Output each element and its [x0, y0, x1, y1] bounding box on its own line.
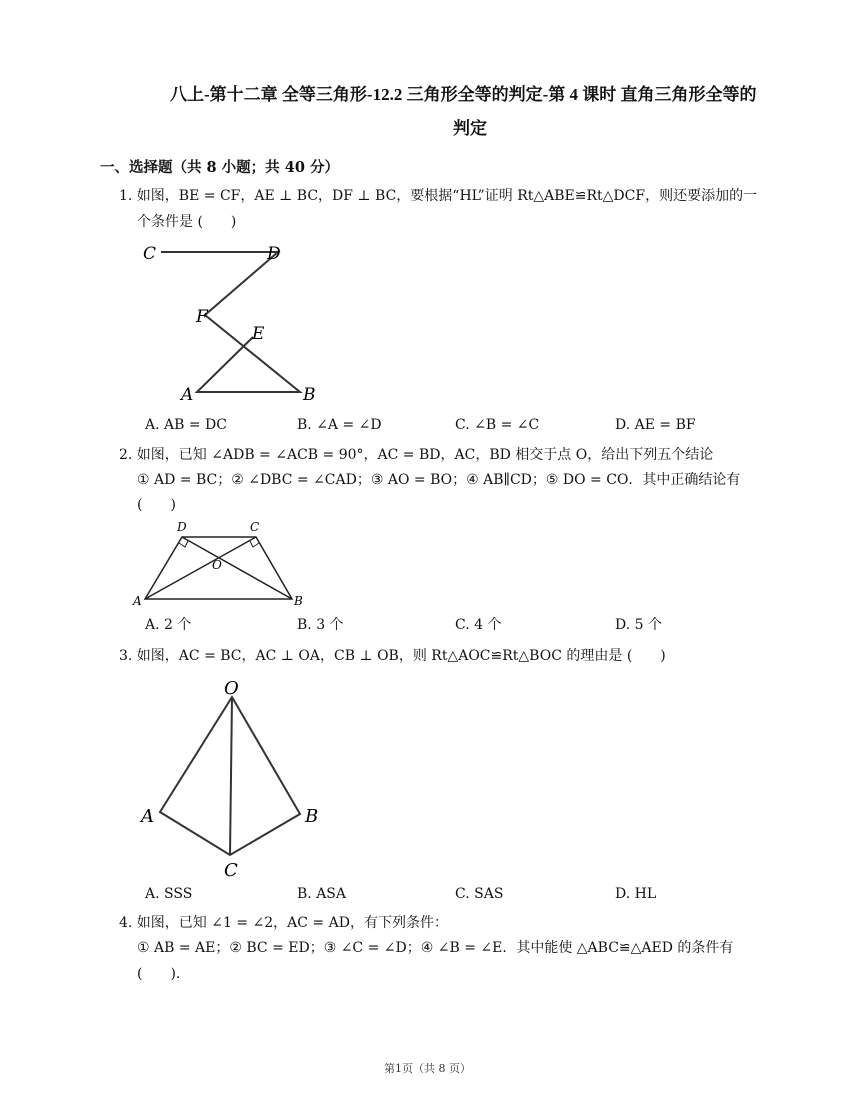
q1-option-b[interactable]: B. ∠A = ∠D — [297, 417, 382, 433]
q1-label-E: E — [252, 324, 265, 344]
q2-label-B: B — [294, 594, 303, 608]
q1-figure — [135, 237, 316, 407]
q2-figure — [130, 517, 310, 609]
q3-option-b[interactable]: B. ASA — [297, 886, 346, 902]
q1-label-D: D — [267, 244, 281, 264]
q3-option-a[interactable]: A. SSS — [145, 886, 193, 902]
q1-stem-line1: 1. 如图，BE = CF，AE ⊥ BC，DF ⊥ BC，要根据“HL”证明 Rt△ABE≌Rt△DCF，则还要添加的一 — [119, 188, 758, 204]
q2-option-c[interactable]: C. 4 个 — [455, 617, 502, 633]
q1-option-d[interactable]: D. AE = BF — [615, 417, 696, 433]
q1-option-c[interactable]: C. ∠B = ∠C — [455, 417, 540, 433]
q1-label-B: B — [303, 385, 316, 405]
q1-label-F: F — [196, 307, 208, 327]
q3-label-O: O — [224, 678, 239, 699]
q2-label-A: A — [133, 594, 142, 608]
q3-label-C: C — [224, 860, 238, 881]
q3-label-B: B — [305, 806, 319, 827]
q4-stem-line1: 4. 如图，已知 ∠1 = ∠2，AC = AD，有下列条件： — [119, 915, 448, 931]
q2-option-b[interactable]: B. 3 个 — [297, 617, 344, 633]
q1-label-A: A — [181, 385, 194, 405]
q2-stem-line2: ① AD = BC；② ∠DBC = ∠CAD；③ AO = BO；④ AB∥CD；⑤ DO = CO．其中正确结论有 — [137, 472, 741, 488]
q1-label-C: C — [143, 244, 157, 264]
q2-label-D: D — [177, 520, 187, 534]
q3-figure — [135, 672, 335, 882]
doc-title-line2: 判定 — [453, 119, 487, 138]
q3-label-A: A — [141, 806, 154, 827]
q3-option-d[interactable]: D. HL — [615, 886, 657, 902]
page-footer: 第1页（共 8 页） — [384, 1062, 471, 1075]
q4-stem-line3: ( ). — [137, 966, 181, 982]
q2-stem-line1: 2. 如图，已知 ∠ADB = ∠ACB = 90°，AC = BD，AC，BD 相交于点 O，给出下列五个结论 — [119, 447, 714, 463]
q2-option-d[interactable]: D. 5 个 — [615, 617, 662, 633]
doc-title-line1: 八上-第十二章 全等三角形-12.2 三角形全等的判定-第 4 课时 直角三角形全等的 — [170, 85, 757, 104]
q4-stem-line2: ① AB = AE；② BC = ED；③ ∠C = ∠D；④ ∠B = ∠E．其中能使 △ABC≌△AED 的条件有 — [137, 940, 734, 956]
q3-option-c[interactable]: C. SAS — [455, 886, 504, 902]
q1-stem-line2: 个条件是 ( ) — [137, 214, 237, 230]
q1-option-a[interactable]: A. AB = DC — [145, 417, 227, 433]
section-heading: 一、选择题（共 8 小题；共 40 分） — [100, 159, 339, 176]
q2-option-a[interactable]: A. 2 个 — [145, 617, 192, 633]
q2-stem-line3: ( ) — [137, 497, 176, 513]
q2-label-C: C — [250, 520, 260, 534]
q3-stem-line1: 3. 如图，AC = BC，AC ⊥ OA，CB ⊥ OB，则 Rt△AOC≌Rt△BOC 的理由是 ( ) — [119, 648, 666, 664]
q2-label-O: O — [212, 558, 222, 572]
